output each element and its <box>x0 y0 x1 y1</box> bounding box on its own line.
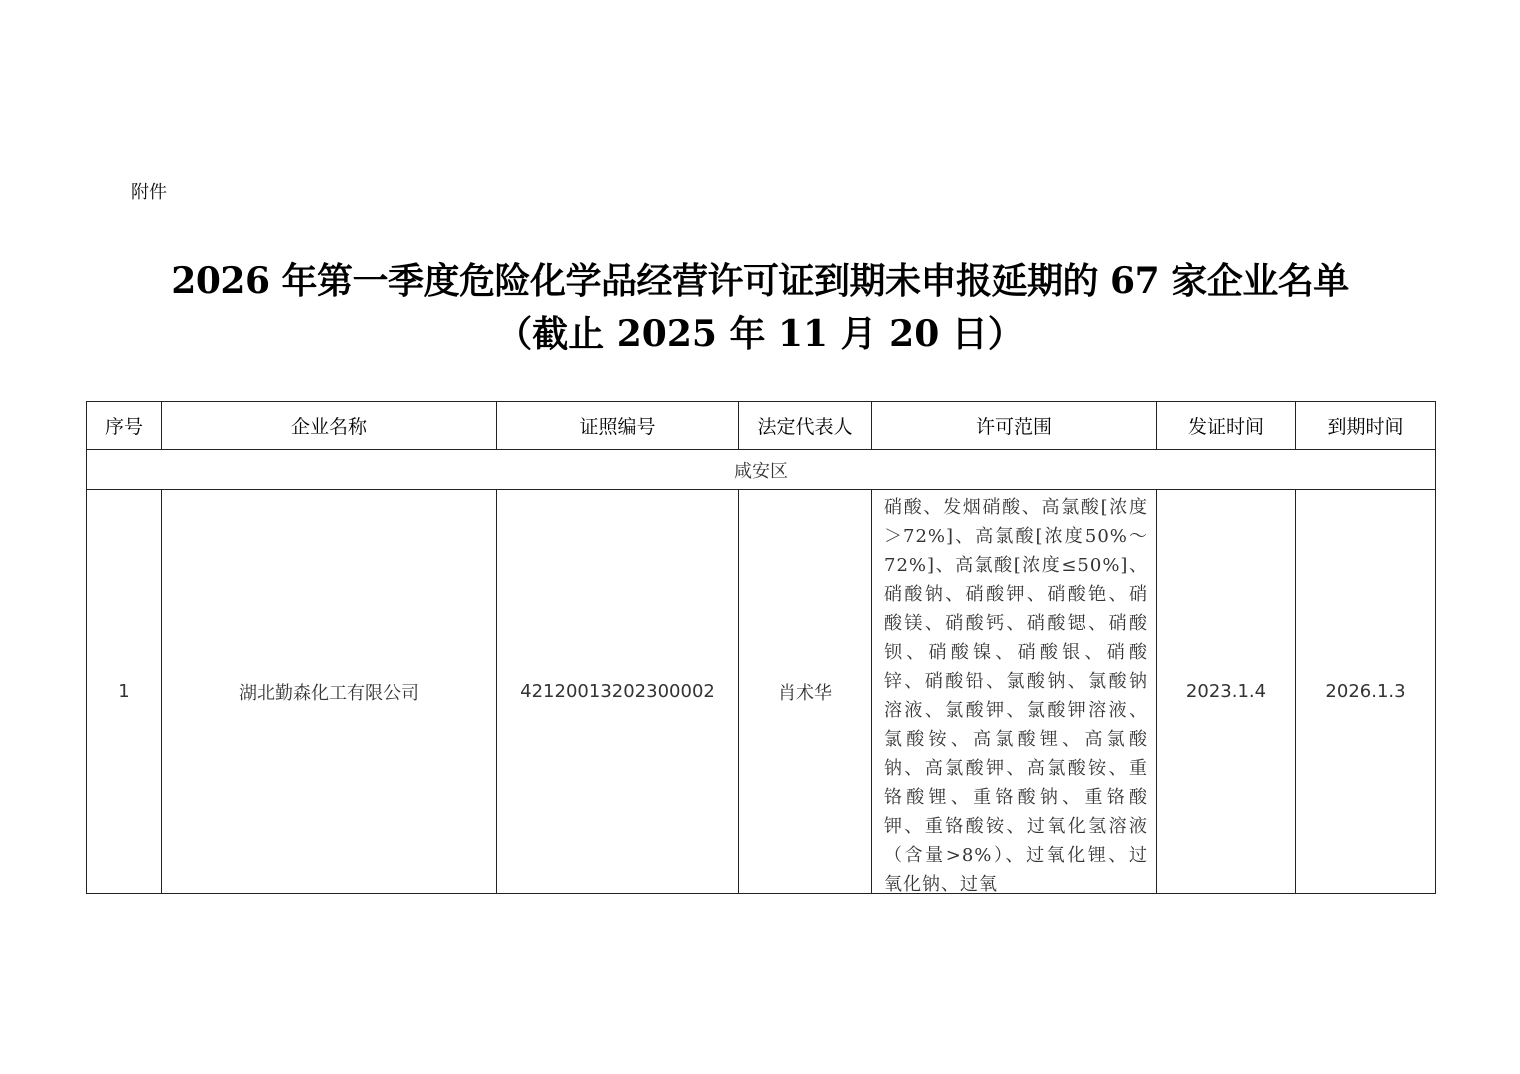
district-label: 咸安区 <box>87 450 1436 490</box>
header-license-no: 证照编号 <box>497 402 739 450</box>
cell-seq: 1 <box>87 490 162 894</box>
document-subtitle-date: （截止 2025 年 11 月 20 日） <box>496 313 1024 355</box>
enterprise-table <box>86 401 1436 894</box>
cell-legal-rep: 肖术华 <box>739 490 872 894</box>
cell-company: 湖北勤森化工有限公司 <box>162 490 497 894</box>
header-expiry-date: 到期时间 <box>1296 402 1436 450</box>
document-title: 2026 年第一季度危险化学品经营许可证到期未申报延期的 67 家企业名单 <box>171 260 1349 302</box>
district-row <box>87 450 1436 490</box>
cell-expiry-date: 2026.1.3 <box>1296 490 1436 894</box>
cell-issue-date: 2023.1.4 <box>1157 490 1296 894</box>
table-row <box>87 490 1436 894</box>
header-scope: 许可范围 <box>872 402 1157 450</box>
header-company: 企业名称 <box>162 402 497 450</box>
header-seq: 序号 <box>87 402 162 450</box>
cell-scope <box>872 490 1157 894</box>
attachment-label: 附件 <box>131 182 167 203</box>
table-header-row <box>87 402 1436 450</box>
scope-text: 硝酸、发烟硝酸、高氯酸[浓度＞72%]、高氯酸[浓度50%～72%]、高氯酸[浓度≤50%]、硝酸钠、硝酸钾、硝酸铯、硝酸镁、硝酸钙、硝酸锶、硝酸钡、硝酸镍、硝酸银、硝酸锌、硝酸铅、氯酸钠、氯酸钠溶液、氯酸钾、氯酸钾溶液、氯酸铵、高氯酸锂、高氯酸钠、高氯酸钾、高氯酸铵、重铬酸锂、重铬酸钠、重铬酸钾、重铬酸铵、过氧化氢溶液（含量>8%）、过氧化锂、过氧化钠、过氧 <box>884 497 1148 893</box>
header-issue-date: 发证时间 <box>1157 402 1296 450</box>
header-legal-rep: 法定代表人 <box>739 402 872 450</box>
cell-license-no: 42120013202300002 <box>497 490 739 894</box>
